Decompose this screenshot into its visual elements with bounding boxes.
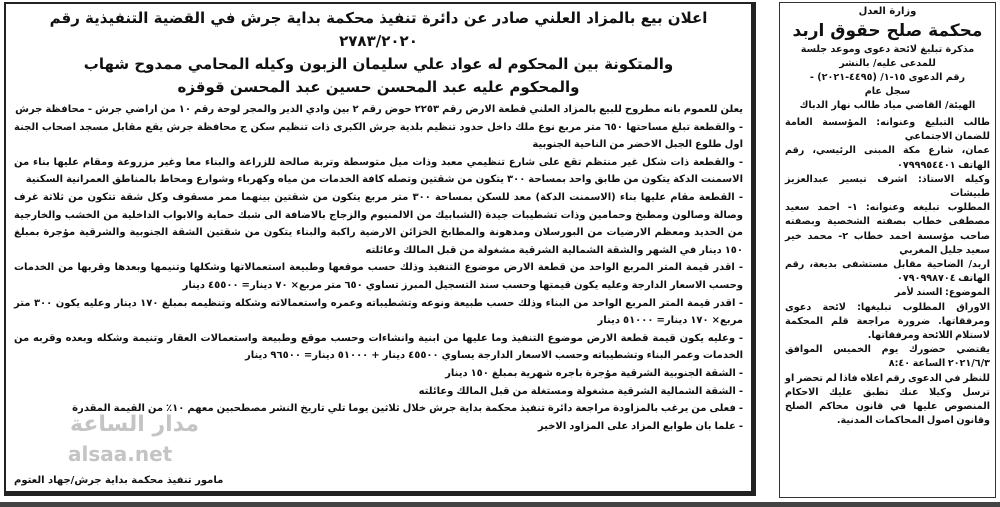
paragraph: - الشقة الشمالية الشرقية مشغولة ومستغلة من قبل المالك وعائلته [418, 385, 743, 397]
page-edge [0, 502, 1000, 507]
notice-heading-3: والمحكوم عليه عبد المحسن حسين عبد المحسن قوقزه [177, 78, 580, 96]
notice-body [14, 101, 743, 435]
ministry-label: وزارة العدل [858, 6, 917, 17]
paragraph: طالب التبليغ وعنوانه: المؤسسة العامة للضمان الاجتماعي [785, 117, 990, 143]
court-title: محكمة صلح حقوق اربد [792, 21, 983, 41]
paragraph: الاوراق المطلوب تبليغها: لائحة دعوى ومرفقاتها. ضرورة مراجعة قلم المحكمة لاستلام اللائحة ومرفقاتها. [785, 301, 990, 342]
judge: الهيئة/ القاضي مياد طالب نهار الدباك [799, 100, 976, 111]
court-notice [779, 2, 996, 498]
paragraph: اربد/ الضاحية مقابل مستشفى بديعة، رقم الهاتف ٠٧٩٠٩٩٨٧٠٤ [785, 259, 990, 285]
paragraph: - القطعة مقام عليها بناء (الاسمنت الدكة) معد للسكن بمساحة ٣٠٠ متر مربع يتكون من شقتين بينهما ممر مسقوف وكل شقة تتكون من ثلاثة غرف وصالة وصالون ومطبخ وحمامين وذات تشطيبات جيدة (الشبابيك من الالمنيوم والزجاج بالاضافة الى شبك حماية والابواب الداخلية من الخشب والخارجية من الحديد ومعظم الارضيات من البورسلان ومدهونة والمطابخ الخزائن الارضية راكبة والبناء يتكون من شقتين الشقة الجنوبية والشرقية مؤجرة بمبلغ ١٥٠ دينار في الشهر والشقة الشمالية الشرقية مشغولة من قبل المالك وعائلته [14, 191, 744, 256]
paragraph: - الشقة الجنوبية الشرقية مؤجرة باجره شهرية بمبلغ ١٥٠ دينار [445, 367, 743, 379]
paragraph: - وعليه يكون قيمة قطعة الارض موضوع التنفيذ وما عليها من ابنية وانشاءات وحسب موقع وطبيعة واستعمالات العقار وتنيمة وشكله وبعده وقربه من الخدمات وعمر البناء وتشطيباته وحسب الاسعار الدارجة يساوي ٤٥٥٠٠ دينار + ٥١٠٠٠ دينار= ٩٦٥٠٠ دينار [14, 332, 743, 362]
auction-notice [4, 2, 756, 496]
paragraph: المطلوب تبليغه وعنوانه: ١- احمد سعيد مصطفى خطاب بصفته الشخصية وبصفته صاحب مؤسسة احمد خطاب ٢- محمد خير سعيد جليل المغربي [785, 202, 991, 256]
signature: مامور تنفيذ محكمة بداية جرش/جهاد العتوم [14, 475, 224, 486]
paragraph: للنظر في الدعوى رقم اعلاه فاذا لم تحضر او ترسل وكيلا عنك تطبق عليك الاحكام المنصوص عليها في قانون محاكم الصلح وقانون اصول المحاكمات المدنية. [785, 372, 990, 427]
notice-subtitle: مذكرة تبليغ لائحة دعوى وموعد جلسة [800, 44, 975, 55]
watermark-latin: alsaa.net [68, 442, 173, 466]
paragraph: وكيله الاستاذ: اشرف تيسير عبدالعزيز طبيشات [785, 173, 990, 200]
paragraph: يقتضي حضورك يوم الخميس الموافق ٢٠٢١/٦/٣ الساعة ٨:٤٠ [785, 344, 990, 370]
paragraph: - فعلى من يرغب بالمزاودة مراجعة دائرة تنفيذ محكمة بداية جرش خلال ثلاثين يوما تلي تاريخ النشر مصطحبين معهم ١٠٪ من القيمة المقدرة [72, 403, 743, 415]
notice-recipient: للمدعى عليه/ بالنشر [839, 58, 936, 69]
paragraph: - والقطعة ذات شكل غير منتظم تقع على شارع تنظيمي معبد وذات ميل متوسطة وتربة صالحة للزراعة والبناء معا وغير مزروعة ومقام عليها بناء من الاسمنت الدكة يتكون من طابق واحد بمساحة ٣٠٠ يتكون من شقتين وتصله كافة الخدمات من مياه وكهرباء وشوارع ومحاط بالمناطق العمرانية السكنية [14, 156, 743, 186]
paragraph: عمان، شارع مكة المبنى الرئيسي، رقم الهاتف ٠٧٩٩٩٥٤٤٠١ [785, 145, 990, 171]
paragraph: - والقطعة تبلغ مساحتها ٦٥٠ متر مربع نوع ملك داخل حدود تنظيم بلدية جرش الكبرى ذات تنظيم سكن ج محافظة جرش يقع مقابل مسجد اصحاب الجنة اول طلوع الجبل الاخضر من الناحية الجنوبية [14, 121, 743, 151]
paragraph: - علما بان طوابع المزاد على المزاود الاخير [537, 420, 743, 432]
case-number: رقم الدعوى ١٥-١/ (٤٤٩٥-٢٠٢١) - [809, 72, 966, 83]
paragraph: - اقدر قيمة المتر المربع الواحد من البناء وذلك حسب طبيعة ونوعه وتشطيباته وعمره واستعمالاته وشكله وتنظيمه بمبلغ ١٧٠ دينار وعليه يكون ٣٠٠ متر مربع× ١٧٠ دينار= ٥١٠٠٠ دينار [14, 297, 743, 327]
paragraph: - اقدر قيمة المتر المربع الواحد من قطعة الارض موضوع التنفيذ وذلك حسب موقعها وطبيعة استعمالاتها وشكلها وتنيمها وبعدها وقربها من الخدمات وحسب الاسعار الدارجة وعليه يكون قيمتها وحسب سند التسجيل المبرز تساوي ٦٥٠ متر مربع× ٧٠ دينار= ٤٥٥٠٠ دينار [14, 262, 743, 291]
register: سجل عام [864, 86, 911, 97]
notice-heading-2: والمتكونة بين المحكوم له عواد علي سليمان الزبون وكيله المحامي ممدوح شهاب [83, 55, 674, 73]
notice-heading-1: اعلان بيع بالمزاد العلني صادر عن دائرة تنفيذ محكمة بداية جرش في القضية التنفيذية رقم ٢٧٨٣/٢٠٢٠ [49, 9, 708, 50]
paragraph: يعلن للعموم بانه مطروح للبيع بالمزاد العلني قطعة الارض رقم ٢٢٥٣ حوض رقم ٢ بين وادي الدير والمجر لوحة رقم ١٠ من اراضي جرش - محافظة جرش [15, 104, 743, 115]
paragraph: الموضوع: السند لأمر [894, 287, 990, 299]
watermark-arabic: مدار الساعة [70, 412, 200, 437]
